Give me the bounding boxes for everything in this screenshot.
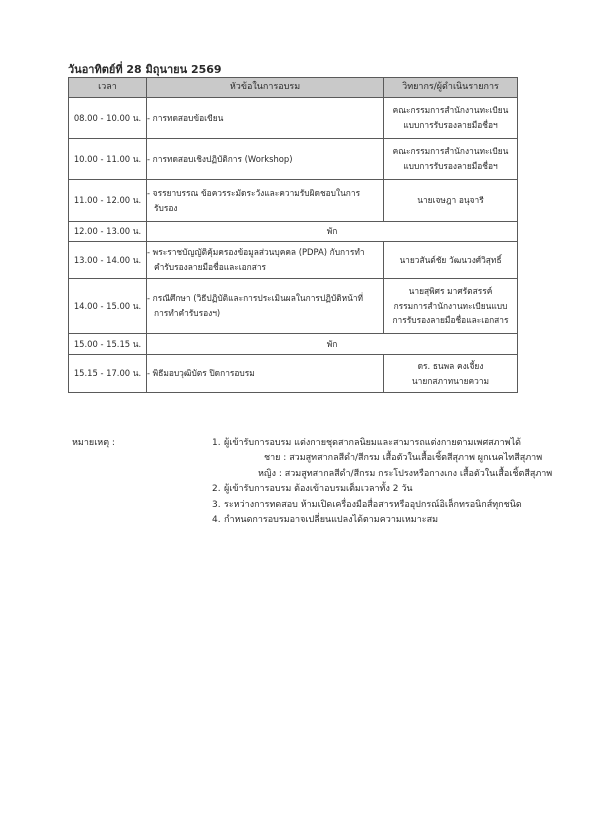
speaker-line: แบบการรับรองลายมือชื่อฯ (403, 161, 498, 171)
topic-line: รับรอง (154, 202, 178, 213)
header-time: เวลา (69, 78, 147, 98)
topic-line: - พระราชบัญญัติคุ้มครองข้อมูลส่วนบุคคล (PDPA) กับการทำ (147, 247, 365, 258)
table-row-break (69, 222, 518, 242)
topic-cell (147, 242, 384, 279)
topic-line: คำรับรองลายมือชื่อและเอกสาร (154, 262, 267, 272)
topic-cell (147, 139, 384, 180)
speaker-cell (384, 98, 518, 139)
speaker-line: การรับรองลายมือชื่อและเอกสาร (392, 315, 509, 326)
schedule-table (68, 77, 518, 393)
date-heading: วันอาทิตย์ที่ 28 มิถุนายน 2569 (68, 63, 222, 76)
topic-line: การทำคำรับรองฯ) (154, 308, 221, 318)
time-cell: 15.00 - 15.15 น. (69, 334, 147, 355)
speaker-line: ดร. ธนพล คงเจี้ยง (417, 360, 484, 371)
time-cell: 14.00 - 15.00 น. (69, 279, 147, 334)
header-topic: หัวข้อในการอบรม (147, 78, 384, 98)
note-sub-item: หญิง : สวมสูทสากลสีดำ/สีกรม กระโปรงหรือกางเกง เสื้อตัวในเสื้อเชิ้ตสีสุภาพ (258, 468, 553, 479)
table-row (69, 355, 518, 393)
speaker-cell (384, 242, 518, 279)
time-cell: 08.00 - 10.00 น. (69, 98, 147, 139)
speaker-cell (384, 355, 518, 393)
time-cell: 15.15 - 17.00 น. (69, 355, 147, 393)
table-row (69, 98, 518, 139)
note-item (212, 498, 592, 513)
note-text: ผู้เข้ารับการอบรม แต่งกายชุดสากลนิยมและสามารถแต่งกายตามเพศสภาพได้ (224, 438, 521, 448)
note-number: 2. (212, 484, 221, 495)
notes-list (212, 436, 592, 529)
table-row (69, 242, 518, 279)
speaker-line: นายสุพิศร มาศรัตสรรค์ (408, 285, 493, 296)
note-number: 1. (212, 438, 221, 448)
topic-line: - จรรยาบรรณ ข้อควรระมัดระวังและความรับผิดชอบในการ (147, 187, 361, 198)
break-cell: พัก (147, 222, 518, 242)
speaker-line: นายวสันต์ชัย วัฒนวงศ์วิสุทธิ์ (399, 254, 502, 265)
speaker-line: แบบการรับรองลายมือชื่อฯ (403, 120, 498, 130)
speaker-cell (384, 180, 518, 222)
table-row (69, 180, 518, 222)
note-text: ผู้เข้ารับการอบรม ต้องเข้าอบรมเต็มเวลาทั้ง 2 วัน (224, 484, 413, 495)
topic-cell (147, 180, 384, 222)
note-text: กำหนดการอบรมอาจเปลี่ยนแปลงได้ตามความเหมาะสม (224, 515, 439, 526)
topic-line: - การทดสอบข้อเขียน (147, 112, 224, 123)
speaker-line: นายกสภาทนายความ (411, 375, 490, 386)
note-number: 3. (212, 499, 221, 510)
speaker-cell (384, 279, 518, 334)
speaker-cell (384, 139, 518, 180)
time-cell: 13.00 - 14.00 น. (69, 242, 147, 279)
speaker-line: คณะกรรมการสำนักงานทะเบียน (392, 105, 509, 116)
table-header-row (69, 78, 518, 98)
topic-line: - การทดสอบเชิงปฏิบัติการ (Workshop) (147, 153, 293, 164)
note-item (212, 513, 592, 528)
note-item (212, 436, 592, 451)
table-row (69, 279, 518, 334)
speaker-line: คณะกรรมการสำนักงานทะเบียน (392, 146, 509, 157)
topic-cell (147, 355, 384, 393)
table-row-break (69, 334, 518, 355)
topic-line: - พิธีมอบวุฒิบัตร ปิดการอบรม (147, 368, 255, 379)
speaker-line: นายเจษฎา อนุจารี (417, 195, 484, 206)
break-cell: พัก (147, 334, 518, 355)
note-number: 4. (212, 515, 221, 526)
time-cell: 10.00 - 11.00 น. (69, 139, 147, 180)
topic-line: - กรณีศึกษา (วิธีปฏิบัติและการประเมินผลในการปฏิบัติหน้าที่ (147, 293, 364, 304)
note-item (212, 482, 592, 497)
time-cell: 11.00 - 12.00 น. (69, 180, 147, 222)
table-row (69, 139, 518, 180)
note-text: ระหว่างการทดสอบ ห้ามเปิดเครื่องมือสื่อสารหรืออุปกรณ์อิเล็กทรอนิกส์ทุกชนิด (224, 499, 522, 510)
speaker-line: กรรมการสำนักงานทะเบียนแบบ (393, 300, 508, 311)
time-cell: 12.00 - 13.00 น. (69, 222, 147, 242)
topic-cell (147, 279, 384, 334)
topic-cell (147, 98, 384, 139)
header-speaker: วิทยากร/ผู้ดำเนินรายการ (384, 78, 518, 98)
notes-title: หมายเหตุ : (72, 438, 115, 448)
note-sub-item: ชาย : สวมสูทสากลสีดำ/สีกรม เสื้อตัวในเสื้อเชิ้ตสีสุภาพ ผูกเนคไทสีสุภาพ (264, 453, 543, 464)
